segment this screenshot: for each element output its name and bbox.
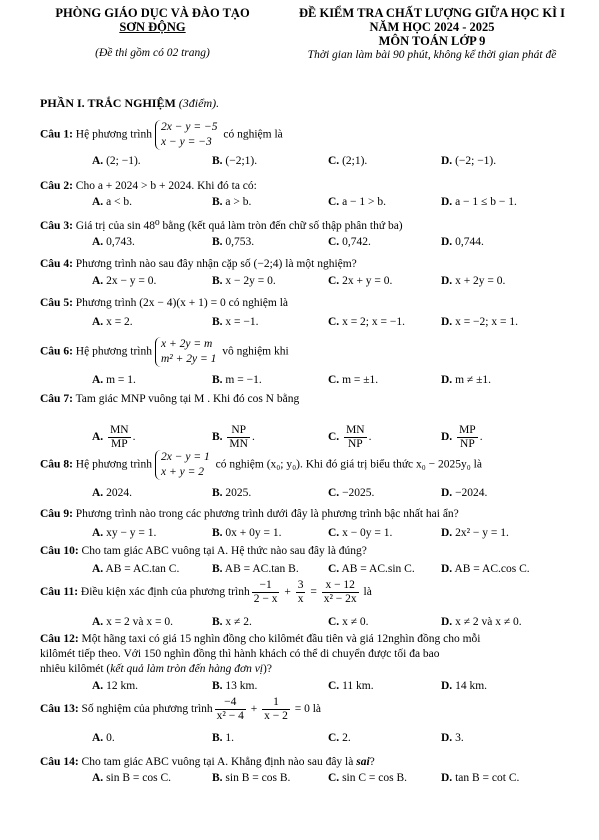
fraction-den: 2 − x [253, 593, 278, 605]
option-text: x ≠ 0. [342, 616, 369, 628]
option-letter: A. [92, 527, 104, 539]
option-letter: A. [92, 374, 104, 386]
option-text: m ≠ ±1. [455, 374, 492, 386]
question-label: Câu 3: [40, 220, 73, 232]
option-d [441, 316, 518, 328]
option-fraction [227, 424, 250, 451]
question-text: Hệ phương trình [75, 345, 152, 358]
option-text: AB = AC.cos C. [454, 563, 530, 575]
option-letter: C. [328, 616, 340, 628]
option-text: x = 2. [106, 316, 133, 328]
exam-title: ĐỀ KIỂM TRA CHẤT LƯỢNG GIỮA HỌC KÌ I [298, 6, 565, 20]
question-12 [40, 632, 560, 677]
option-letter: D. [441, 527, 453, 539]
option-text: 0,744. [455, 236, 484, 248]
option-letter: C. [328, 275, 340, 287]
option-b [212, 563, 299, 575]
option-letter: D. [441, 316, 453, 328]
system-line: m² + 2y = 1 [160, 353, 217, 365]
question-text: Tam giác MNP vuông tại M . Khi đó cos N bằng [75, 393, 300, 405]
option-text: x ≠ 2. [225, 616, 252, 628]
option-c [328, 316, 405, 328]
part-title [40, 96, 219, 111]
option-c [328, 196, 386, 208]
option-text: 12 km. [106, 680, 139, 692]
question-text-end: có nghiệm (x₀; y₀). Khi đó giá trị biểu thức x₀ − 2025y₀ là [215, 458, 482, 471]
option-text: a > b. [225, 196, 252, 208]
option-letter: D. [441, 236, 453, 248]
equation-system [155, 337, 216, 367]
option-letter: D. [441, 196, 453, 208]
option-letter: A. [92, 236, 104, 248]
option-a [92, 527, 156, 539]
question-line3-end: )? [263, 663, 272, 675]
option-a: A. $\frac{MN}{MP}$ . [92, 424, 136, 450]
option-letter: B. [212, 772, 223, 784]
option-letter: C. [328, 563, 340, 575]
option-letter: C. [328, 196, 340, 208]
question-label: Câu 5: [40, 297, 73, 309]
option-text: 2. [342, 732, 351, 744]
option-c [328, 680, 374, 692]
option-letter: B. [212, 527, 223, 539]
option-d [441, 616, 522, 628]
question-text: Hệ phương trình [75, 458, 152, 471]
option-fraction-num: MN [110, 424, 129, 436]
option-d [441, 487, 487, 499]
pages-note: (Đề thi gồm có 02 trang) [95, 47, 210, 59]
option-letter: B. [212, 563, 223, 575]
option-letter: C. [328, 236, 340, 248]
dept-line2: SƠN ĐỘNG [119, 20, 186, 34]
option-fraction [344, 424, 367, 451]
option-c [328, 275, 392, 287]
option-letter: C. [328, 732, 340, 744]
option-a [92, 680, 138, 692]
equation-system [155, 450, 210, 480]
question-13: Câu 13: Số nghiệm của phương trình $\frac{-4}{\text{x² − 4}}$ + $\frac{1}{x - 2}$ = 0 là [40, 696, 322, 722]
option-text: x = −1. [225, 316, 259, 328]
option-letter: D. [441, 487, 453, 499]
option-fraction-num: MN [346, 424, 365, 436]
option-text: (2; −1). [106, 155, 141, 167]
question-text-end: có nghiệm là [223, 128, 283, 141]
question-2 [40, 180, 257, 192]
option-fraction [108, 424, 131, 451]
option-text: m = −1. [225, 374, 262, 386]
option-text: AB = AC.tan B. [224, 563, 299, 575]
question-7 [40, 393, 299, 405]
question-end: ? [369, 756, 375, 768]
fraction-den: x − 2 [264, 710, 288, 722]
option-text: a < b. [106, 196, 133, 208]
option-letter: B. [212, 732, 223, 744]
option-letter: C. [328, 487, 340, 499]
option-letter: D. [441, 374, 453, 386]
system-line: 2x − y = −5 [160, 121, 218, 133]
option-b [212, 236, 254, 248]
option-text: 3. [455, 732, 464, 744]
option-d [441, 732, 464, 744]
question-text: Cho tam giác ABC vuông tại A. Khẳng định nào sau đây là [81, 756, 354, 768]
option-fraction-num: MP [459, 424, 476, 436]
option-letter: D. [441, 155, 453, 167]
option-letter: A. [92, 732, 104, 744]
question-text: Phương trình nào trong các phương trình dưới đây là phương trình bậc nhất hai ẩn? [75, 508, 459, 520]
question-8 [40, 450, 482, 480]
option-text: a − 1 > b. [342, 196, 387, 208]
option-text: 14 km. [455, 680, 488, 692]
option-d [441, 680, 487, 692]
subject: MÔN TOÁN LỚP 9 [378, 34, 486, 48]
option-text: xy − y = 1. [106, 527, 157, 539]
emphasis-word: sai [356, 756, 370, 768]
option-text: 0,743. [106, 236, 135, 248]
system-line: x − y = −3 [160, 136, 212, 148]
option-a [92, 236, 135, 248]
option-letter: A. [92, 275, 104, 287]
option-a [92, 487, 132, 499]
option-text: AB = AC.tan C. [105, 563, 180, 575]
option-letter: A. [92, 196, 104, 208]
dept-line1: PHÒNG GIÁO DỤC VÀ ĐÀO TẠO [55, 6, 250, 20]
option-b [212, 374, 262, 386]
option-a [92, 772, 171, 784]
option-letter: D. [441, 563, 453, 575]
fraction-den: x² − 4 [216, 710, 244, 722]
option-text: sin C = cos B. [342, 772, 408, 784]
fraction-num: 3 [297, 579, 304, 591]
option-letter: A. [92, 316, 104, 328]
option-d [441, 275, 505, 287]
option-letter: D. [441, 772, 453, 784]
question-line2: kilômét tiếp theo. Với 150 nghìn đồng thì hành khách có thể di chuyển được tối đa bao [40, 648, 440, 660]
option-text: x = −2; x = 1. [455, 316, 518, 328]
option-letter: C. [328, 155, 340, 167]
equation-system [155, 120, 218, 150]
option-b [212, 732, 234, 744]
option-b [212, 487, 251, 499]
question-label: Câu 7: [40, 393, 73, 405]
option-c [328, 374, 378, 386]
option-a [92, 616, 173, 628]
option-b [212, 772, 290, 784]
option-text: 2025. [225, 487, 252, 499]
question-label: Câu 8: [40, 458, 73, 471]
option-c [328, 772, 407, 784]
option-letter: B. [212, 316, 223, 328]
option-d [441, 772, 519, 784]
option-text: −2024. [455, 487, 488, 499]
option-text: x ≠ 2 và x ≠ 0. [455, 616, 522, 628]
option-c [328, 155, 367, 167]
fraction-num: 1 [262, 696, 290, 710]
option-d [441, 155, 496, 167]
question-line3: nhiêu kilômét ( [40, 663, 111, 675]
option-text: x = 2; x = −1. [342, 316, 405, 328]
option-c [328, 563, 415, 575]
option-a [92, 196, 132, 208]
option-letter: B. [212, 680, 223, 692]
option-letter: D. [441, 732, 453, 744]
question-9 [40, 508, 459, 520]
option-text: a − 1 ≤ b − 1. [455, 196, 517, 208]
option-b [212, 275, 276, 287]
option-letter: C. [328, 527, 340, 539]
option-text: 11 km. [342, 680, 374, 692]
option-c [328, 527, 392, 539]
question-5 [40, 297, 288, 309]
question-label: Câu 4: [40, 258, 73, 270]
question-label: Câu 6: [40, 345, 73, 358]
question-label: Câu 10: [40, 545, 79, 557]
option-letter: D. [441, 275, 453, 287]
option-text: 0,753. [225, 236, 255, 248]
option-letter: A. [92, 487, 104, 499]
option-letter: A. [92, 616, 104, 628]
system-line: 2x − y = 1 [160, 451, 210, 463]
question-3 [40, 218, 403, 232]
option-letter: C. [328, 680, 340, 692]
option-text: 13 km. [225, 680, 258, 692]
option-letter: D. [441, 680, 453, 692]
option-letter: C. [328, 374, 340, 386]
option-letter: C. [328, 431, 340, 444]
option-letter: A. [92, 563, 104, 575]
option-text: 0. [106, 732, 115, 744]
school-year: NĂM HỌC 2024 - 2025 [369, 20, 495, 34]
fraction-num: −1 [252, 579, 280, 593]
option-letter: D. [441, 616, 453, 628]
option-letter: B. [212, 616, 223, 628]
option-b [212, 155, 257, 167]
question-label: Câu 9: [40, 508, 73, 520]
question-text: Cho tam giác ABC vuông tại A. Hệ thức nào sau đây là đúng? [81, 545, 367, 557]
option-fraction-den: MN [229, 438, 248, 450]
option-d [441, 374, 491, 386]
part-title-text: PHẦN I. TRẮC NGHIỆM [40, 96, 176, 110]
option-text: x − 0y = 1. [342, 527, 393, 539]
option-letter: B. [212, 236, 223, 248]
option-text: x − 2y = 0. [225, 275, 276, 287]
question-label: Câu 11: [40, 586, 79, 599]
option-text: (−2; −1). [455, 155, 497, 167]
option-text: (2;1). [342, 155, 368, 167]
part-points: (3điểm). [178, 96, 220, 110]
fraction-den: x² − 2x [323, 593, 357, 605]
fraction-den: x [297, 593, 304, 605]
option-letter: B. [212, 196, 223, 208]
option-text: (−2;1). [225, 155, 258, 167]
fraction [322, 579, 359, 606]
option-a [92, 563, 179, 575]
option-a [92, 155, 141, 167]
option-text: x = 2 và x = 0. [106, 616, 174, 628]
question-text-end: vô nghiệm khi [222, 345, 289, 358]
option-fraction-den: MP [111, 438, 128, 450]
question-6 [40, 337, 289, 367]
option-c [328, 732, 351, 744]
option-text: m = ±1. [342, 374, 379, 386]
option-a [92, 732, 115, 744]
fraction [215, 696, 246, 723]
question-label: Câu 12: [40, 633, 79, 645]
option-letter: B. [212, 374, 223, 386]
option-text: x + 2y = 0. [455, 275, 506, 287]
fraction [262, 696, 290, 723]
fraction [296, 579, 306, 606]
option-c [328, 236, 371, 248]
question-line3-italic: kết quả làm tròn đến hàng đơn vị [110, 663, 264, 675]
option-letter: C. [328, 316, 340, 328]
option-d [441, 563, 530, 575]
question-label: Câu 14: [40, 756, 79, 768]
option-letter: C. [328, 772, 340, 784]
option-text: 0,742. [342, 236, 371, 248]
option-b [212, 680, 257, 692]
option-fraction-num: NP [227, 424, 250, 438]
fraction [252, 579, 280, 606]
option-text: sin B = cos B. [225, 772, 291, 784]
option-text: 2024. [106, 487, 132, 499]
question-text: Một hãng taxi có giá 15 nghìn đồng cho kilômét đầu tiên và giá 12nghìn đồng cho mỗi [81, 633, 481, 645]
option-letter: A. [92, 680, 104, 692]
option-letter: B. [212, 275, 223, 287]
option-text: 2x − y = 0. [106, 275, 157, 287]
option-b [212, 316, 259, 328]
question-4 [40, 258, 357, 270]
question-label: Câu 1: [40, 128, 73, 141]
option-text: sin B = cos C. [106, 772, 172, 784]
question-14 [40, 756, 375, 768]
option-a [92, 275, 156, 287]
option-fraction-den: NP [347, 438, 363, 450]
question-text: Giá trị của sin 48⁰ bằng (kết quả làm tròn đến chữ số thập phân thứ ba) [75, 220, 403, 232]
option-fraction-den: NP [460, 438, 475, 450]
question-10 [40, 545, 367, 557]
question-text: Hệ phương trình [75, 128, 152, 141]
option-text: tan B = cot C. [455, 772, 520, 784]
system-line: x + 2y = m [160, 338, 213, 350]
option-c: C. $\frac{MN}{NP}$ . [328, 424, 372, 450]
option-a [92, 374, 136, 386]
option-d [441, 527, 509, 539]
option-letter: B. [212, 155, 223, 167]
fraction-num: −4 [215, 696, 246, 710]
option-d [441, 196, 517, 208]
option-letter: B. [212, 487, 223, 499]
option-text: AB = AC.sin C. [341, 563, 415, 575]
option-c [328, 616, 369, 628]
question-text: Phương trình (2x − 4)(x + 1) = 0 có nghiệm là [75, 297, 289, 309]
header-left [30, 6, 275, 60]
time-note: Thời gian làm bài 90 phút, không kể thời gian phát đề [307, 49, 557, 61]
question-label: Câu 2: [40, 180, 73, 192]
header-right [272, 6, 592, 62]
option-d [441, 236, 484, 248]
option-b [212, 196, 251, 208]
option-text: m = 1. [106, 374, 136, 386]
question-text: Điều kiện xác định của phương trình [80, 586, 250, 599]
option-c [328, 487, 374, 499]
question-text-end: là [363, 586, 372, 599]
option-b: B. $\frac{NP}{MN}$ . [212, 424, 255, 450]
system-line: x + y = 2 [160, 466, 204, 478]
option-letter: A. [92, 431, 104, 444]
question-text: Phương trình nào sau đây nhận cặp số (−2;4) là một nghiệm? [75, 258, 357, 270]
question-text: Số nghiệm của phương trình [81, 703, 213, 716]
option-fraction [457, 424, 478, 451]
option-d: D. $\frac{MP}{NP}$ . [441, 424, 483, 450]
option-b [212, 527, 282, 539]
option-text: −2025. [342, 487, 375, 499]
option-text: 2x + y = 0. [342, 275, 393, 287]
option-letter: D. [441, 431, 453, 444]
option-text: 1. [225, 732, 235, 744]
question-11: Câu 11: Điều kiện xác định của phương trình $\frac{-1}{2 - x}$ + $\frac{3}{x}$ = $\frac{x - 12}{\text{x² − 2x}}$ là [40, 579, 372, 605]
option-text: 0x + 0y = 1. [225, 527, 282, 539]
question-text: Cho a + 2024 > b + 2024. Khi đó ta có: [75, 180, 257, 192]
option-a [92, 316, 133, 328]
question-text-end: = 0 là [294, 703, 322, 716]
question-label: Câu 13: [40, 703, 79, 716]
option-letter: A. [92, 155, 104, 167]
option-b [212, 616, 252, 628]
option-letter: A. [92, 772, 104, 784]
fraction-num: x − 12 [322, 579, 359, 593]
option-letter: B. [212, 431, 223, 444]
option-text: 2x² − y = 1. [455, 527, 509, 539]
question-1 [40, 120, 283, 150]
